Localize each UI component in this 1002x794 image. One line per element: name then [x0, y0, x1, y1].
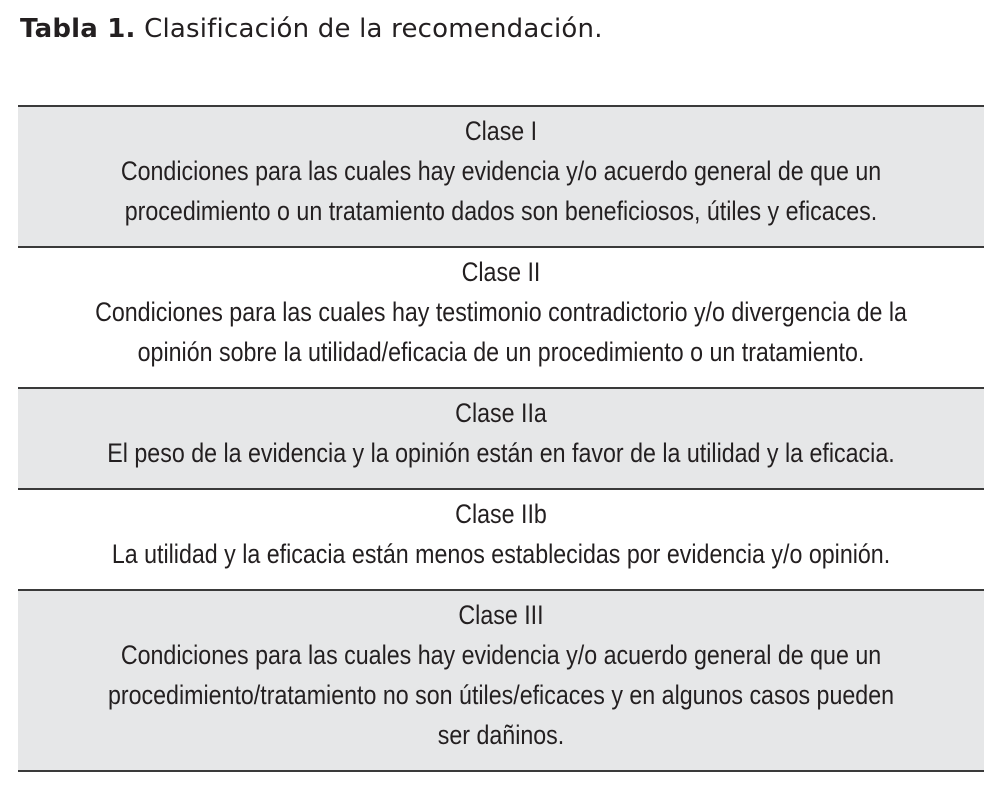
table-caption-title: Clasificación de la recomendación.	[144, 14, 603, 44]
description-line: ser dañinos.	[437, 720, 565, 750]
recommendation-table	[18, 105, 984, 772]
table-row-clase-iib	[18, 490, 984, 591]
class-name: Clase IIb	[455, 499, 547, 529]
description-line: La utilidad y la eficacia están menos establecidas por evidencia y/o opinión.	[111, 539, 891, 569]
class-description	[94, 433, 908, 473]
description-line: Condiciones para las cuales hay evidencia y/o acuerdo general de que un	[120, 156, 882, 186]
description-line: El peso de la evidencia y la opinión están en favor de la utilidad y la eficacia.	[107, 438, 895, 468]
table-caption-label: Tabla 1.	[20, 14, 136, 44]
description-line: Condiciones para las cuales hay evidencia y/o acuerdo general de que un	[120, 640, 882, 670]
class-description	[94, 292, 908, 372]
table-caption	[20, 14, 603, 44]
class-description	[94, 635, 908, 755]
class-name: Clase I	[464, 116, 538, 146]
table-row-clase-iii	[18, 591, 984, 772]
table-row-clase-ii	[18, 248, 984, 389]
description-line: Condiciones para las cuales hay testimonio contradictorio y/o divergencia de la	[95, 297, 907, 327]
class-name: Clase II	[461, 257, 541, 287]
table-row-clase-iia	[18, 389, 984, 490]
description-line: procedimiento/tratamiento no son útiles/eficaces y en algunos casos pueden	[107, 680, 895, 710]
class-name: Clase IIa	[455, 398, 547, 428]
class-description	[94, 151, 908, 231]
table-row-clase-i	[18, 107, 984, 248]
description-line: procedimiento o un tratamiento dados son beneficiosos, útiles y eficaces.	[124, 196, 878, 226]
description-line: opinión sobre la utilidad/eficacia de un procedimiento o un tratamiento.	[137, 337, 865, 367]
class-description	[94, 534, 908, 574]
class-name: Clase III	[458, 600, 544, 630]
